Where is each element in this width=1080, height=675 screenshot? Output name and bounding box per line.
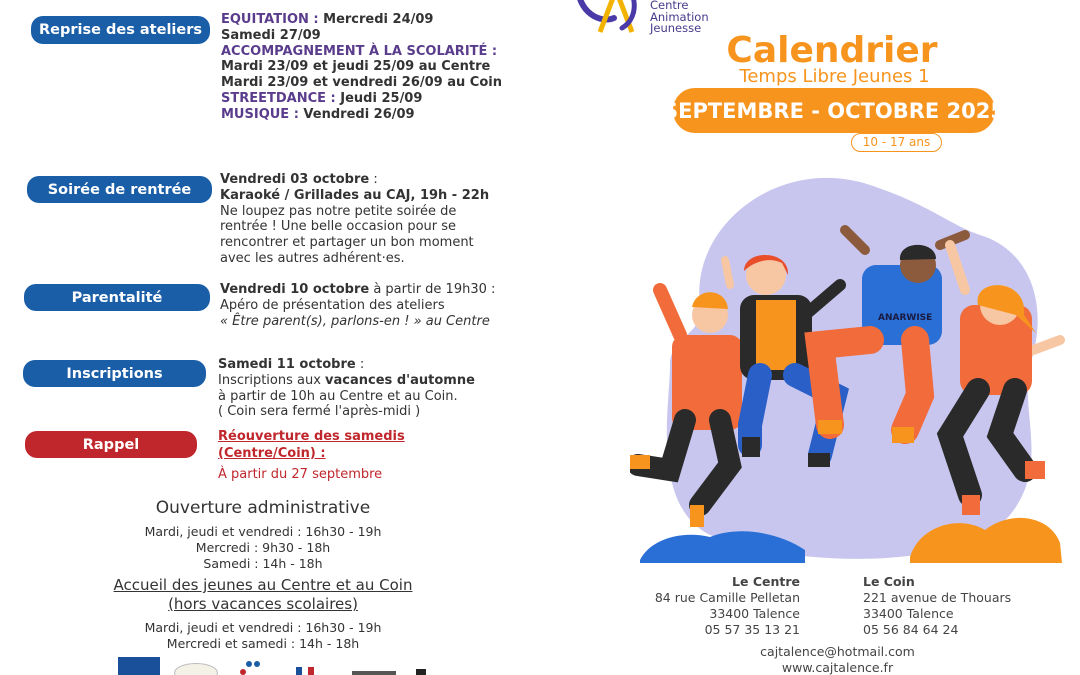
- inscriptions-pill: Inscriptions: [23, 360, 206, 387]
- contact-email[interactable]: cajtalence@hotmail.com: [760, 644, 915, 659]
- caj-logo-icon: [570, 0, 650, 36]
- parentalite-l3: « Être parent(s), parlons-en ! » au Centre: [220, 313, 490, 329]
- republique-logo: [296, 667, 314, 675]
- soiree-l6: avec les autres adhérent·es.: [220, 250, 405, 266]
- rappel-pill: Rappel: [25, 431, 197, 458]
- rappel-l3: À partir du 27 septembre: [218, 467, 383, 482]
- reprise-l4: Mardi 23/09 et jeudi 25/09 au Centre: [221, 59, 491, 75]
- coin-phone: 05 56 84 64 24: [863, 622, 959, 637]
- ouverture-block: [103, 498, 423, 572]
- ouverture-l2: Mercredi : 9h30 - 18h: [195, 540, 331, 555]
- reprise-l2: Samedi 27/09: [221, 27, 321, 43]
- ouverture-l1: Mardi, jeudi et vendredi : 16h30 - 19h: [144, 524, 382, 539]
- parentalite-l2: Apéro de présentation des ateliers: [220, 297, 445, 313]
- reprise-l5: Mardi 23/09 et vendredi 26/09 au Coin: [221, 75, 502, 91]
- reprise-l1b: Mercredi 24/09: [318, 12, 434, 27]
- parentalite-pill: Parentalité: [24, 284, 210, 311]
- coin-name: Le Coin: [863, 574, 915, 589]
- reprise-l6a: STREETDANCE :: [221, 90, 336, 106]
- accueil-block: [103, 576, 423, 652]
- inscriptions-block: [218, 357, 475, 420]
- ouverture-title: Ouverture administrative: [155, 498, 371, 518]
- parentalite-block: [220, 282, 495, 329]
- accueil-title2: (hors vacances scolaires): [168, 595, 358, 613]
- youth-jumping-illustration: [630, 165, 1080, 565]
- logo-l2: Animation: [650, 9, 709, 24]
- calendar-subtitle: Temps Libre Jeunes 1: [739, 66, 930, 87]
- soiree-l1b: :: [369, 172, 378, 187]
- caf-logo: [118, 657, 160, 675]
- reprise-block: [221, 12, 502, 123]
- reprise-l6b: Jeudi 25/09: [335, 90, 423, 106]
- centre-city: 33400 Talence: [709, 606, 800, 621]
- inscriptions-l4: ( Coin sera fermé l'après-midi ): [218, 404, 421, 420]
- logo-text: [650, 0, 709, 35]
- reprise-pill: Reprise des ateliers: [31, 16, 210, 44]
- parentalite-l1a: Vendredi 10 octobre: [220, 282, 370, 297]
- age-badge: 10 - 17 ans: [851, 133, 942, 152]
- soiree-l1a: Vendredi 03 octobre: [220, 172, 370, 187]
- soiree-l5: rencontrer et partager un bon moment: [220, 235, 474, 251]
- talence-logo: [174, 663, 218, 675]
- right-column: [600, 0, 1080, 675]
- soiree-l4: rentrée ! Une belle occasion pour se: [220, 219, 457, 235]
- period-banner: [663, 88, 1006, 133]
- centre-addr: 84 rue Camille Pelletan: [654, 590, 800, 605]
- coin-city: 33400 Talence: [863, 606, 954, 621]
- accueil-title1: Accueil des jeunes au Centre et au Coin: [113, 576, 413, 594]
- ouverture-l3: Samedi : 14h - 18h: [203, 556, 323, 571]
- logo-l1: Centre: [650, 0, 689, 12]
- dots-logo: [240, 661, 270, 675]
- centre-address: [600, 574, 800, 638]
- logo-l3: Jeunesse: [650, 21, 702, 35]
- soiree-l2: Karaoké / Grillades au CAJ, 19h - 22h: [220, 187, 490, 203]
- shirt-text: ANARWISE: [878, 313, 933, 323]
- inscriptions-l1b: :: [355, 357, 365, 372]
- rappel-block: [218, 428, 405, 483]
- centre-phone: 05 57 35 13 21: [704, 622, 800, 637]
- inscriptions-l2b: vacances d'automne: [325, 372, 475, 388]
- soiree-block: [220, 172, 489, 267]
- accueil-l1: Mardi, jeudi et vendredi : 16h30 - 19h: [144, 620, 382, 635]
- accueil-l2: Mercredi et samedi : 14h - 18h: [166, 636, 360, 651]
- soiree-pill: Soirée de rentrée: [27, 176, 212, 203]
- inscriptions-l1a: Samedi 11 octobre: [218, 357, 356, 372]
- rappel-l1: Réouverture des samedis: [218, 429, 405, 444]
- reprise-l1a: EQUITATION :: [221, 12, 319, 27]
- reprise-l7a: MUSIQUE :: [221, 106, 299, 122]
- other-logo: [352, 671, 396, 675]
- calendar-title: Calendrier: [726, 30, 938, 71]
- parentalite-l1b: à partir de 19h30 :: [369, 282, 496, 297]
- soiree-l3: Ne loupez pas notre petite soirée de: [220, 203, 457, 219]
- inscriptions-l3: à partir de 10h au Centre et au Coin.: [218, 388, 458, 404]
- partner-logos: [116, 655, 436, 675]
- coin-addr: 221 avenue de Thouars: [863, 590, 1012, 605]
- coin-address: [863, 574, 1073, 638]
- other-logo-2: [416, 669, 426, 675]
- inscriptions-l2a: Inscriptions aux: [218, 372, 326, 388]
- reprise-l3: ACCOMPAGNEMENT À LA SCOLARITÉ :: [221, 43, 498, 59]
- centre-name: Le Centre: [732, 574, 800, 589]
- period-text: SEPTEMBRE - OCTOBRE 2025: [663, 98, 1006, 123]
- rappel-l2: (Centre/Coin) :: [218, 446, 326, 461]
- reprise-l7b: Vendredi 26/09: [298, 106, 415, 122]
- contact-website[interactable]: www.cajtalence.fr: [781, 660, 894, 675]
